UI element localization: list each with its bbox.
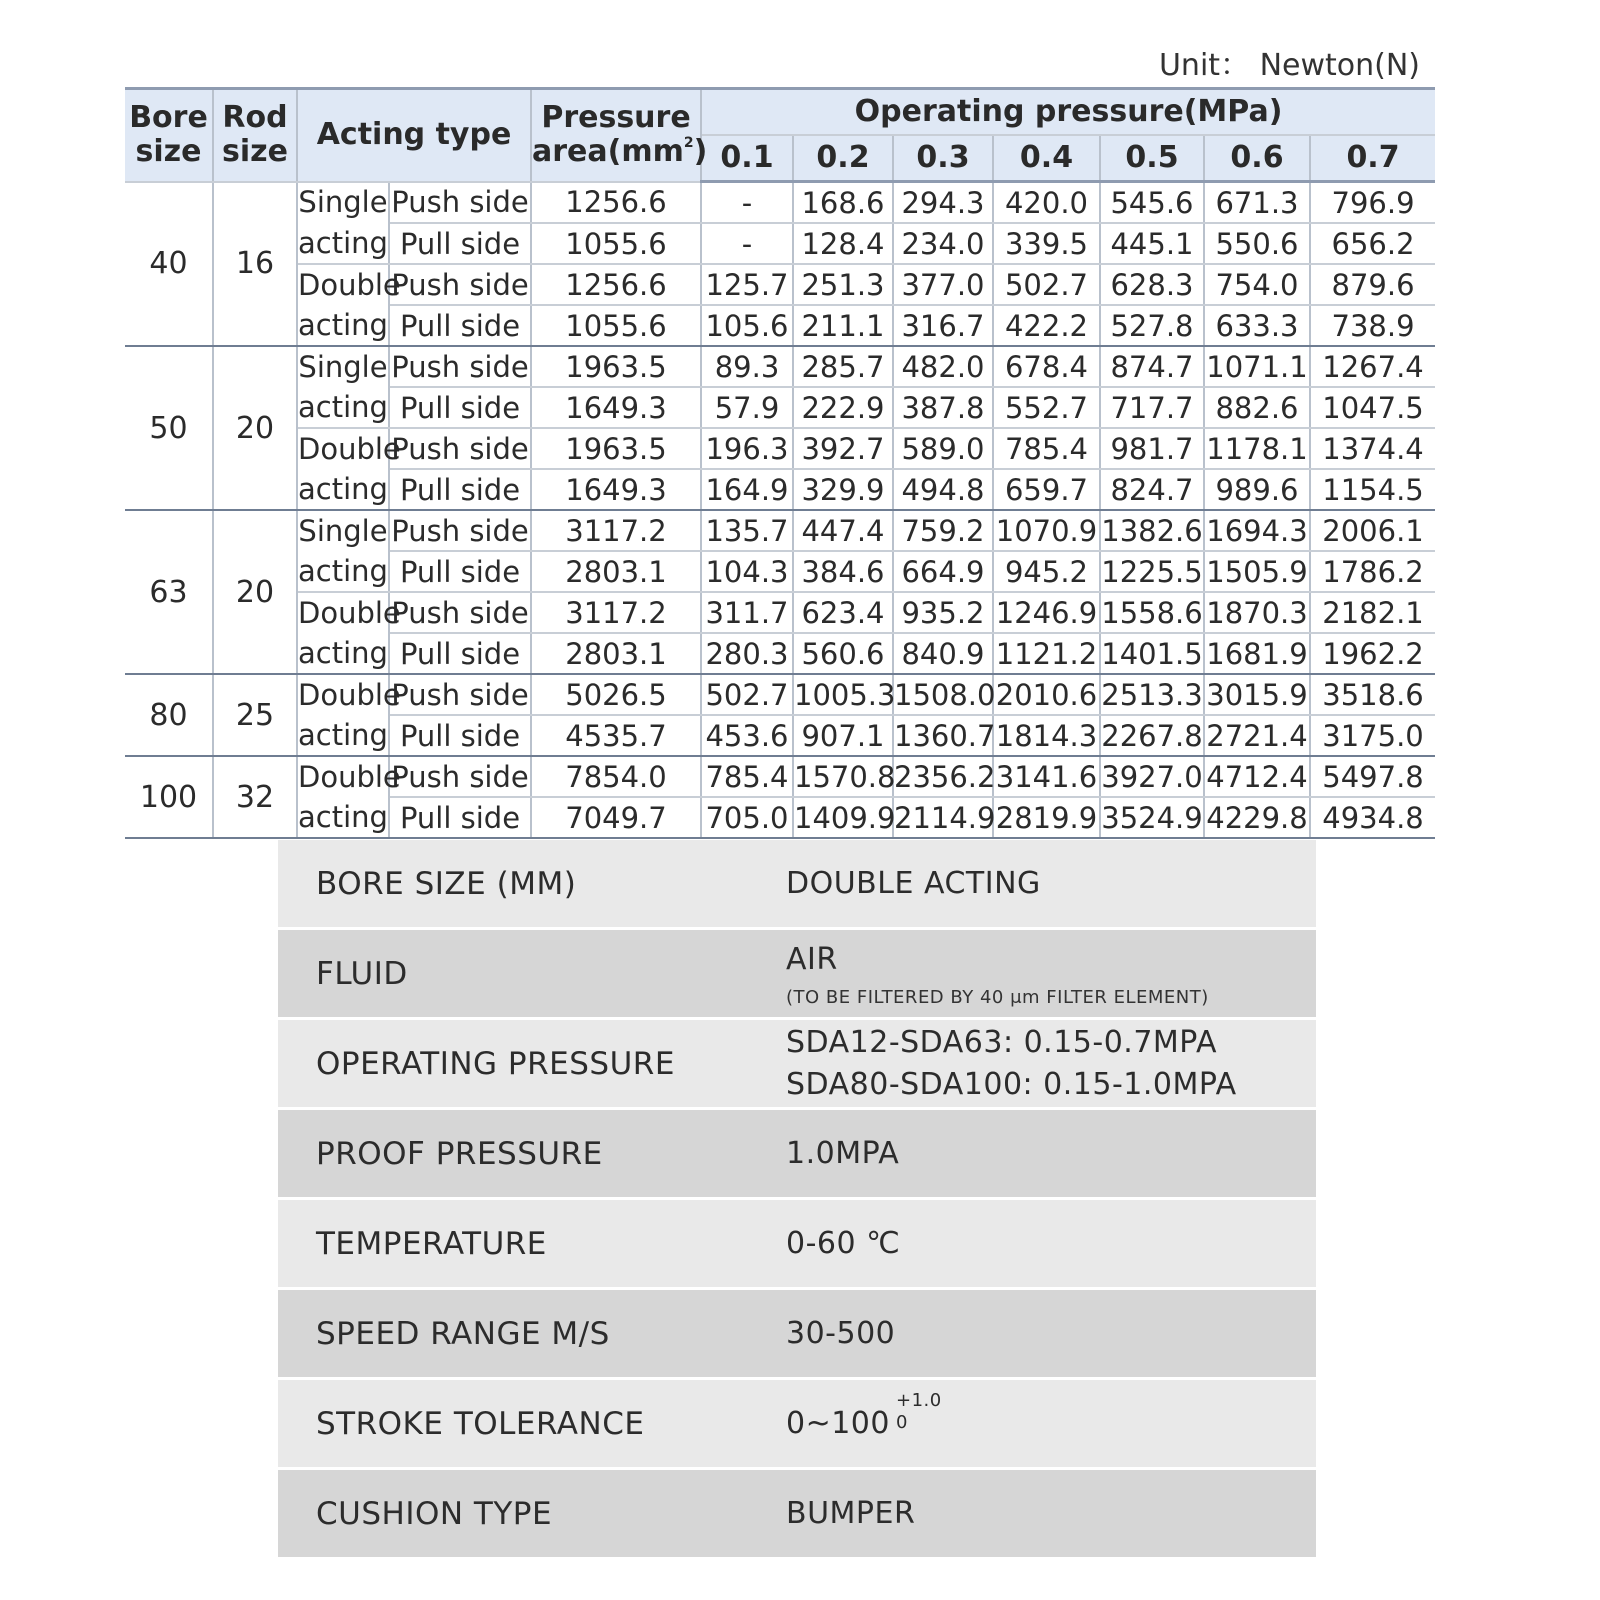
- force-value-cell: 785.4: [993, 428, 1100, 469]
- force-value-cell: 560.6: [793, 633, 893, 674]
- side-cell: Pull side: [389, 715, 531, 756]
- pressure-area-cell: 3117.2: [531, 592, 701, 633]
- force-value-cell: 1360.7: [893, 715, 993, 756]
- force-value-cell: 1382.6: [1100, 510, 1204, 551]
- acting-type-cell: acting: [297, 305, 389, 346]
- header-pressure-0.2: 0.2: [793, 135, 893, 182]
- spec-value-line: BUMPER: [786, 1495, 916, 1531]
- pressure-area-cell: 1256.6: [531, 182, 701, 224]
- table-row: [125, 346, 1435, 387]
- force-value-cell: 125.7: [701, 264, 793, 305]
- spec-value-line: 0-60 ℃: [786, 1225, 901, 1261]
- pressure-area-cell: 2803.1: [531, 551, 701, 592]
- force-value-cell: 128.4: [793, 223, 893, 264]
- force-value-cell: 1401.5: [1100, 633, 1204, 674]
- table-row: [125, 756, 1435, 797]
- spec-label: OPERATING PRESSURE: [316, 1045, 675, 1082]
- acting-type-cell: acting: [297, 387, 389, 428]
- force-value-cell: 1505.9: [1204, 551, 1310, 592]
- rod-size-cell: 20: [213, 346, 297, 510]
- force-value-cell: 1508.0: [893, 674, 993, 715]
- pressure-area-cell: 1963.5: [531, 346, 701, 387]
- bore-size-cell: 80: [125, 674, 213, 756]
- side-cell: Pull side: [389, 223, 531, 264]
- force-value-cell: 3141.6: [993, 756, 1100, 797]
- force-value-cell: 2010.6: [993, 674, 1100, 715]
- spec-label: STROKE TOLERANCE: [316, 1405, 645, 1442]
- spec-value: [786, 1022, 1237, 1106]
- force-value-cell: 4229.8: [1204, 797, 1310, 838]
- force-value-cell: 879.6: [1310, 264, 1435, 305]
- table-row: [125, 428, 1435, 469]
- force-value-cell: 589.0: [893, 428, 993, 469]
- spec-value: [786, 1389, 942, 1446]
- pressure-area-cell: 1256.6: [531, 264, 701, 305]
- force-value-cell: 1681.9: [1204, 633, 1310, 674]
- force-value-cell: 494.8: [893, 469, 993, 510]
- force-value-cell: 1225.5: [1100, 551, 1204, 592]
- force-value-cell: 316.7: [893, 305, 993, 346]
- spec-value: [786, 939, 1209, 1008]
- force-value-cell: 623.4: [793, 592, 893, 633]
- force-value-cell: 1267.4: [1310, 346, 1435, 387]
- force-value-cell: 1409.9: [793, 797, 893, 838]
- side-cell: Pull side: [389, 551, 531, 592]
- force-value-cell: 392.7: [793, 428, 893, 469]
- spec-value: [786, 1493, 915, 1535]
- header-pressure-0.1: 0.1: [701, 135, 793, 182]
- acting-type-cell: acting: [297, 469, 389, 510]
- spec-value: [786, 1133, 899, 1175]
- force-value-cell: 1374.4: [1310, 428, 1435, 469]
- force-value-cell: 945.2: [993, 551, 1100, 592]
- header-acting-type: Acting type: [297, 89, 531, 182]
- force-value-cell: 453.6: [701, 715, 793, 756]
- pressure-area-cell: 7854.0: [531, 756, 701, 797]
- force-value-cell: 785.4: [701, 756, 793, 797]
- pressure-area-cell: 1963.5: [531, 428, 701, 469]
- force-value-cell: 824.7: [1100, 469, 1204, 510]
- side-cell: Pull side: [389, 387, 531, 428]
- rod-size-cell: 20: [213, 510, 297, 674]
- force-value-cell: 3175.0: [1310, 715, 1435, 756]
- force-value-cell: 3015.9: [1204, 674, 1310, 715]
- side-cell: Pull side: [389, 469, 531, 510]
- force-value-cell: 671.3: [1204, 182, 1310, 224]
- header-pressure-area: Pressure $area(mm^2)$: [531, 89, 701, 182]
- force-value-cell: 280.3: [701, 633, 793, 674]
- force-value-cell: 196.3: [701, 428, 793, 469]
- side-cell: Push side: [389, 428, 531, 469]
- header-pressure-0.5: 0.5: [1100, 135, 1204, 182]
- acting-type-cell: Double: [297, 674, 389, 715]
- force-value-cell: 1558.6: [1100, 592, 1204, 633]
- side-cell: Push side: [389, 592, 531, 633]
- pressure-area-cell: 5026.5: [531, 674, 701, 715]
- force-value-cell: 738.9: [1310, 305, 1435, 346]
- force-value-cell: 387.8: [893, 387, 993, 428]
- table-row: [125, 387, 1435, 428]
- table-row: [125, 674, 1435, 715]
- force-value-cell: 447.4: [793, 510, 893, 551]
- acting-type-cell: Double: [297, 428, 389, 469]
- side-cell: Push side: [389, 264, 531, 305]
- pressure-area-cell: 2803.1: [531, 633, 701, 674]
- spec-value-line: SDA80-SDA100: 0.15-1.0MPA: [786, 1066, 1237, 1102]
- spec-label: FLUID: [316, 955, 408, 992]
- spec-row: [278, 1380, 1316, 1470]
- table-row: [125, 305, 1435, 346]
- pressure-area-cell: 1055.6: [531, 305, 701, 346]
- rod-size-cell: 16: [213, 182, 297, 347]
- spec-value-line: DOUBLE ACTING: [786, 865, 1041, 901]
- table-row: [125, 551, 1435, 592]
- force-value-cell: 664.9: [893, 551, 993, 592]
- spec-row: [278, 840, 1316, 930]
- force-value-cell: 502.7: [701, 674, 793, 715]
- force-value-cell: 628.3: [1100, 264, 1204, 305]
- force-value-cell: 104.3: [701, 551, 793, 592]
- acting-type-cell: acting: [297, 223, 389, 264]
- tolerance-range: 0~100: [786, 1406, 890, 1441]
- force-value-cell: 1786.2: [1310, 551, 1435, 592]
- force-value-cell: 294.3: [893, 182, 993, 224]
- force-value-cell: 3518.6: [1310, 674, 1435, 715]
- force-value-cell: 384.6: [793, 551, 893, 592]
- spec-note: (TO BE FILTERED BY 40 μm FILTER ELEMENT): [786, 987, 1209, 1008]
- tolerance-lower: 0: [895, 1411, 908, 1433]
- side-cell: Push side: [389, 346, 531, 387]
- force-value-cell: 502.7: [993, 264, 1100, 305]
- pressure-area-cell: 7049.7: [531, 797, 701, 838]
- spec-label: PROOF PRESSURE: [316, 1135, 603, 1172]
- force-value-cell: 5497.8: [1310, 756, 1435, 797]
- header-pressure-0.7: 0.7: [1310, 135, 1435, 182]
- force-value-cell: 550.6: [1204, 223, 1310, 264]
- acting-type-cell: acting: [297, 715, 389, 756]
- force-value-cell: 678.4: [993, 346, 1100, 387]
- side-cell: Push side: [389, 756, 531, 797]
- spec-value-line: 1.0MPA: [786, 1135, 900, 1171]
- bore-size-cell: 40: [125, 182, 213, 347]
- force-value-cell: 759.2: [893, 510, 993, 551]
- force-value-cell: 1071.1: [1204, 346, 1310, 387]
- force-value-cell: 1178.1: [1204, 428, 1310, 469]
- force-value-cell: 981.7: [1100, 428, 1204, 469]
- spec-row: [278, 1470, 1316, 1560]
- force-value-cell: 105.6: [701, 305, 793, 346]
- force-value-cell: 527.8: [1100, 305, 1204, 346]
- force-value-cell: 420.0: [993, 182, 1100, 224]
- side-cell: Push side: [389, 182, 531, 224]
- side-cell: Pull side: [389, 633, 531, 674]
- force-value-cell: 3927.0: [1100, 756, 1204, 797]
- table-row: [125, 510, 1435, 551]
- acting-type-cell: Double: [297, 756, 389, 797]
- side-cell: Push side: [389, 674, 531, 715]
- force-value-cell: 222.9: [793, 387, 893, 428]
- header-operating-pressure: Operating pressure(MPa): [701, 89, 1435, 136]
- force-value-cell: 422.2: [993, 305, 1100, 346]
- rod-size-cell: 25: [213, 674, 297, 756]
- spec-value: [786, 863, 1041, 905]
- header-pressure-0.3: 0.3: [893, 135, 993, 182]
- force-value-cell: 4934.8: [1310, 797, 1435, 838]
- spec-row: [278, 930, 1316, 1020]
- force-value-cell: -: [701, 182, 793, 224]
- pressure-area-cell: 1649.3: [531, 469, 701, 510]
- force-value-cell: 633.3: [1204, 305, 1310, 346]
- acting-type-cell: Single: [297, 346, 389, 387]
- table-row: [125, 223, 1435, 264]
- header-pressure-0.6: 0.6: [1204, 135, 1310, 182]
- force-value-cell: 168.6: [793, 182, 893, 224]
- force-value-cell: 2513.3: [1100, 674, 1204, 715]
- acting-type-cell: Double: [297, 592, 389, 633]
- force-value-cell: 329.9: [793, 469, 893, 510]
- spec-row: [278, 1020, 1316, 1110]
- table-row: [125, 469, 1435, 510]
- force-value-cell: 1005.3: [793, 674, 893, 715]
- force-value-cell: 1870.3: [1204, 592, 1310, 633]
- force-value-cell: 211.1: [793, 305, 893, 346]
- pressure-area-cell: 3117.2: [531, 510, 701, 551]
- side-cell: Pull side: [389, 305, 531, 346]
- acting-type-cell: Single: [297, 182, 389, 224]
- force-value-cell: 285.7: [793, 346, 893, 387]
- force-value-cell: 135.7: [701, 510, 793, 551]
- bore-size-cell: 63: [125, 510, 213, 674]
- spec-label: TEMPERATURE: [316, 1225, 547, 1262]
- force-value-cell: 656.2: [1310, 223, 1435, 264]
- force-value-cell: 874.7: [1100, 346, 1204, 387]
- force-value-cell: 2267.8: [1100, 715, 1204, 756]
- acting-type-cell: Single: [297, 510, 389, 551]
- spec-label: CUSHION TYPE: [316, 1495, 553, 1532]
- force-value-cell: 840.9: [893, 633, 993, 674]
- force-value-cell: 717.7: [1100, 387, 1204, 428]
- force-value-cell: 1570.8: [793, 756, 893, 797]
- spec-value: [786, 1313, 895, 1355]
- force-value-cell: 545.6: [1100, 182, 1204, 224]
- force-value-cell: 2721.4: [1204, 715, 1310, 756]
- force-value-cell: 2182.1: [1310, 592, 1435, 633]
- force-value-cell: 89.3: [701, 346, 793, 387]
- side-cell: Pull side: [389, 797, 531, 838]
- force-value-cell: 1047.5: [1310, 387, 1435, 428]
- force-value-cell: 339.5: [993, 223, 1100, 264]
- acting-type-cell: acting: [297, 551, 389, 592]
- force-value-cell: 234.0: [893, 223, 993, 264]
- spec-label: BORE SIZE (MM): [316, 865, 577, 902]
- spec-value-line: 30-500: [786, 1315, 896, 1351]
- spec-row: [278, 1200, 1316, 1290]
- spec-value-line: AIR: [786, 942, 838, 977]
- force-value-cell: 2819.9: [993, 797, 1100, 838]
- table-row: [125, 715, 1435, 756]
- bore-size-cell: 50: [125, 346, 213, 510]
- force-value-cell: 3524.9: [1100, 797, 1204, 838]
- tolerance-upper: +1.0: [895, 1389, 942, 1411]
- force-value-cell: 882.6: [1204, 387, 1310, 428]
- force-value-cell: 1246.9: [993, 592, 1100, 633]
- header-pressure-0.4: 0.4: [993, 135, 1100, 182]
- table-row: [125, 797, 1435, 838]
- bore-size-cell: 100: [125, 756, 213, 838]
- force-value-cell: 1962.2: [1310, 633, 1435, 674]
- spec-value-line: SDA12-SDA63: 0.15-0.7MPA: [786, 1024, 1218, 1060]
- force-value-cell: 1814.3: [993, 715, 1100, 756]
- force-value-cell: 907.1: [793, 715, 893, 756]
- force-value-cell: 57.9: [701, 387, 793, 428]
- force-value-cell: 445.1: [1100, 223, 1204, 264]
- force-value-cell: 2006.1: [1310, 510, 1435, 551]
- force-value-cell: 251.3: [793, 264, 893, 305]
- spec-label: SPEED RANGE M/S: [316, 1315, 610, 1352]
- force-value-cell: 705.0: [701, 797, 793, 838]
- rod-size-cell: 32: [213, 756, 297, 838]
- force-value-cell: 1121.2: [993, 633, 1100, 674]
- pressure-area-cell: 4535.7: [531, 715, 701, 756]
- pressure-area-cell: 1055.6: [531, 223, 701, 264]
- header-rod-size: Rod size: [213, 89, 297, 182]
- side-cell: Push side: [389, 510, 531, 551]
- force-value-cell: 2114.9: [893, 797, 993, 838]
- table-row: [125, 182, 1435, 224]
- force-value-cell: 311.7: [701, 592, 793, 633]
- force-value-cell: 377.0: [893, 264, 993, 305]
- spec-row: [278, 1110, 1316, 1200]
- acting-type-cell: acting: [297, 797, 389, 838]
- cylinder-force-table: [125, 87, 1435, 839]
- force-value-cell: 2356.2: [893, 756, 993, 797]
- pressure-area-cell: 1649.3: [531, 387, 701, 428]
- tolerance-limits: [896, 1390, 942, 1434]
- table-row: [125, 633, 1435, 674]
- force-value-cell: 796.9: [1310, 182, 1435, 224]
- force-value-cell: 989.6: [1204, 469, 1310, 510]
- table-row: [125, 592, 1435, 633]
- force-value-cell: 1070.9: [993, 510, 1100, 551]
- force-value-cell: 754.0: [1204, 264, 1310, 305]
- force-value-cell: 1694.3: [1204, 510, 1310, 551]
- spec-row: [278, 1290, 1316, 1380]
- force-value-cell: 4712.4: [1204, 756, 1310, 797]
- force-value-cell: 482.0: [893, 346, 993, 387]
- specifications-table: [278, 840, 1316, 1560]
- unit-label: Unit： Newton(N): [1158, 48, 1420, 83]
- acting-type-cell: Double: [297, 264, 389, 305]
- force-value-cell: 935.2: [893, 592, 993, 633]
- header-bore-size: Bore size: [125, 89, 213, 182]
- acting-type-cell: acting: [297, 633, 389, 674]
- force-value-cell: -: [701, 223, 793, 264]
- force-value-cell: 552.7: [993, 387, 1100, 428]
- force-value-cell: 164.9: [701, 469, 793, 510]
- table-row: [125, 264, 1435, 305]
- force-value-cell: 1154.5: [1310, 469, 1435, 510]
- force-value-cell: 659.7: [993, 469, 1100, 510]
- spec-value: [786, 1223, 900, 1265]
